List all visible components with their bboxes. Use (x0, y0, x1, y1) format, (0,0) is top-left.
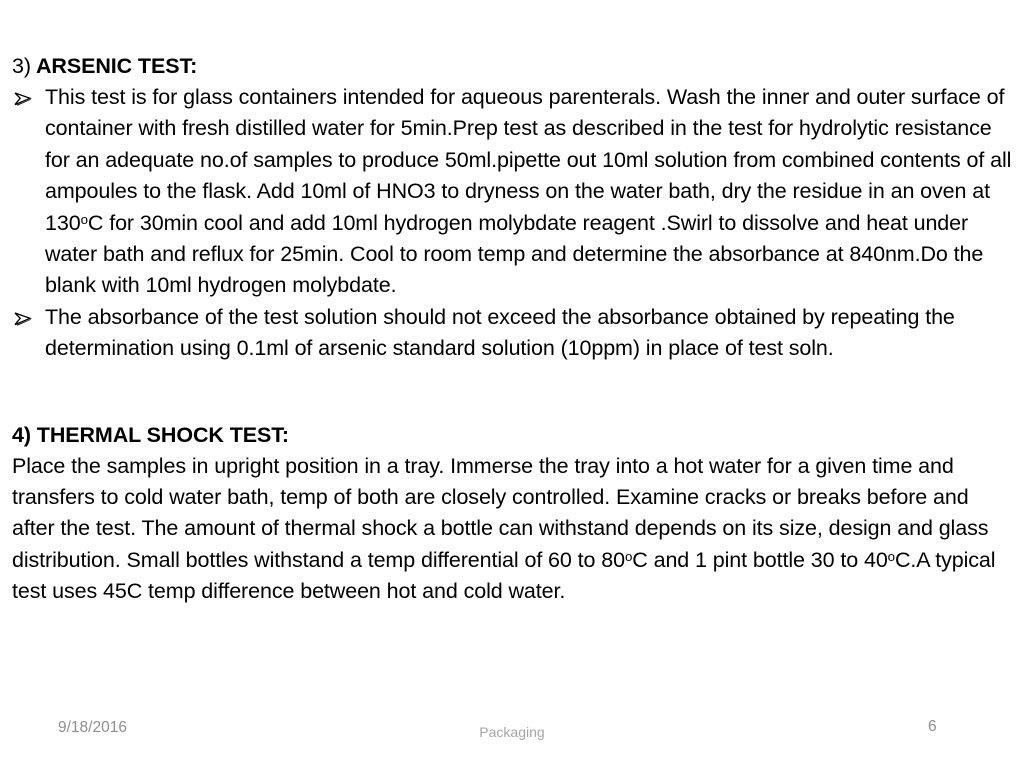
degree-superscript: o (887, 548, 895, 564)
section-thermal-shock-test (12, 419, 1012, 608)
slide-content-body (12, 50, 1012, 608)
section-heading-arsenic (12, 50, 1012, 82)
list-item (12, 302, 1012, 365)
section-spacer (12, 365, 1012, 419)
bullet-text-part-1: This test is for glass containers intended for aqueous parenterals. Wash the inner and outer surface of container with fresh distilled water for 5min.Prep test as described in the test for hydrolytic resistance for an adequate no.of samples to produce 50ml.pipette out 10ml solution from combined contents of all ampoules to the flask. Add 10ml of HNO3 to dryness on the water bath, dry the residue in an oven at 130 (45, 85, 1012, 235)
arrowhead-bullet-icon (14, 302, 40, 333)
paragraph-part-1: Place the samples in upright position in a tray. Immerse the tray into a hot water for a given time and transfers to cold water bath, temp of both are closely controlled. Examine cracks or breaks before and after the test. The amount of thermal shock a bottle can withstand depends on its size, design and glass distribution. Small bottles withstand a temp differential of 60 to 80 (12, 453, 989, 572)
section-number-4: 4) (12, 422, 31, 447)
footer-page-number: 6 (928, 718, 937, 735)
bullet-text-arsenic-2: The absorbance of the test solution should not exceed the absorbance obtained by repeating the determination using 0.1ml of arsenic standard solution (10ppm) in place of test soln. (45, 304, 955, 361)
section-title-arsenic: ARSENIC TEST: (30, 54, 198, 78)
paragraph-part-3: C.A typical test uses 45C temp difference between hot and cold water. (12, 547, 996, 604)
footer-presentation-title: Packaging (479, 724, 545, 740)
bullet-text-part-2: C for 30min cool and add 10ml hydrogen molybdate reagent .Swirl to dissolve and heat under water bath and reflux for 25min. Cool to room temp and determine the absorbance at 840nm.Do the blank with 10ml hydrogen molybdate. (45, 210, 984, 298)
section-heading-thermal-shock (12, 419, 1012, 451)
list-item (12, 82, 1012, 302)
arrowhead-bullet-icon (14, 82, 40, 113)
arsenic-bullet-list (12, 82, 1012, 365)
section-title-thermal-shock: THERMAL SHOCK TEST: (30, 422, 289, 447)
bullet-text-arsenic-1 (45, 85, 1011, 297)
degree-superscript: o (80, 211, 88, 227)
section-number-3: 3) (12, 54, 31, 78)
paragraph-part-2: C and 1 pint bottle 30 to 40 (632, 547, 888, 572)
degree-superscript: o (624, 548, 633, 564)
footer-date: 9/18/2016 (58, 719, 127, 736)
thermal-shock-paragraph (12, 451, 1012, 608)
section-arsenic-test (12, 50, 1012, 365)
